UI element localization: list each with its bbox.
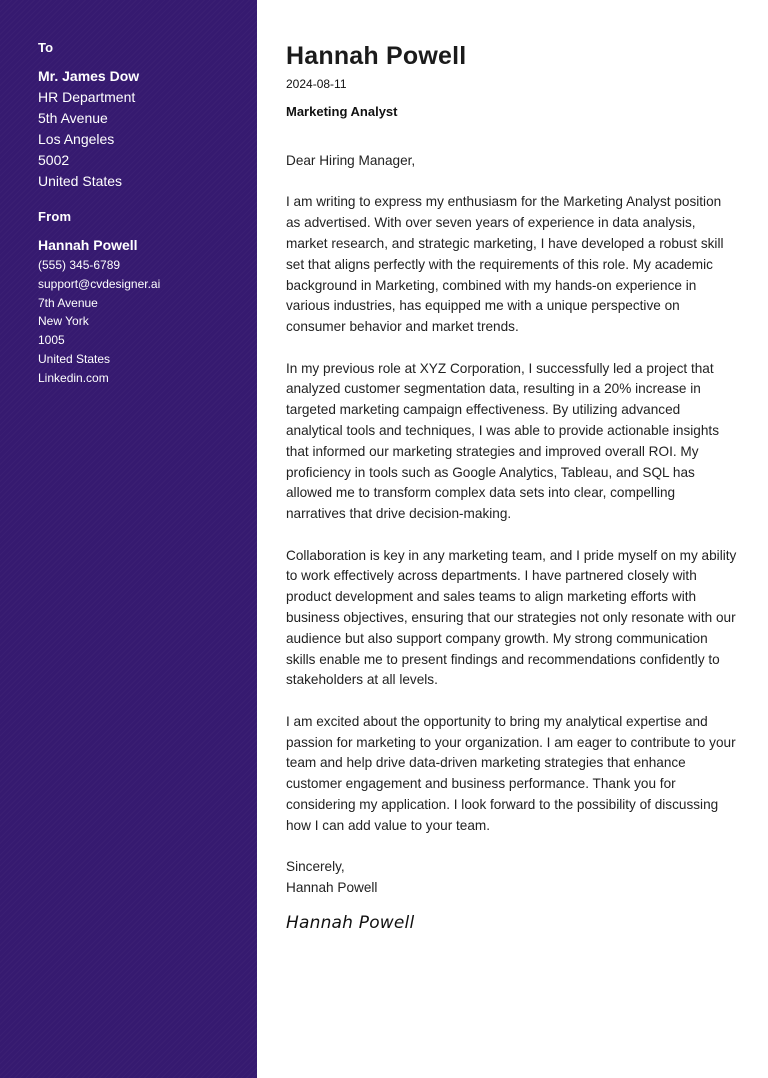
recipient-name: Mr. James Dow xyxy=(38,68,140,84)
letter-date: 2024-08-11 xyxy=(286,77,347,91)
paragraph: In my previous role at XYZ Corporation, I successfully led a project that analyzed customer segmentation data, resulting in a 20% increase in targeted marketing campaign effectiveness. By utilizing advanced analytical tools and techniques, I was able to provide actionable insights that informed our marketing strategies and improved overall ROI. My proficiency in tools such as Google Analytics, Tableau, and SQL has allowed me to transform complex data sets into clear, compelling narratives that drive decision-making. xyxy=(286,360,720,522)
recipient-heading: To xyxy=(38,40,54,55)
recipient-block xyxy=(38,40,257,192)
sender-block xyxy=(38,209,257,388)
closing-phrase: Sincerely, xyxy=(286,859,345,875)
sender-name: Hannah Powell xyxy=(38,237,138,253)
recipient-zip: 5002 xyxy=(38,152,70,168)
letter-body xyxy=(257,0,768,1078)
sender-country: United States xyxy=(38,351,111,366)
recipient-city: Los Angeles xyxy=(38,131,115,147)
recipient-street: 5th Avenue xyxy=(38,110,108,126)
sidebar xyxy=(0,0,257,1078)
paragraph: Collaboration is key in any marketing team, and I pride myself on my ability to work effectively across departments. I have partnered closely with product development and sales teams to align marketing efforts with business objectives, ensuring that our strategies not only resonate with our audience but also support company growth. My strong communication skills enable me to present findings and recommendations confidently to stakeholders at all levels. xyxy=(286,547,737,688)
applicant-name: Hannah Powell xyxy=(286,42,467,70)
recipient-department: HR Department xyxy=(38,89,136,105)
sender-phone: (555) 345-6789 xyxy=(38,258,121,272)
paragraph: I am writing to express my enthusiasm for the Marketing Analyst position as advertised. With over seven years of experience in data analysis, market research, and strategic marketing, I have developed a robust skill set that aligns perfectly with the requirements of this role. My academic background in Marketing, combined with my hands-on experience in various industries, has equipped me with a unique perspective on consumer behavior and market trends. xyxy=(286,194,724,335)
sender-city: New York xyxy=(38,314,89,329)
closing-block xyxy=(286,857,738,899)
sender-street: 7th Avenue xyxy=(38,295,98,310)
sender-heading: From xyxy=(38,209,72,224)
sender-zip: 1005 xyxy=(38,333,65,348)
sender-email: support@cvdesigner.ai xyxy=(38,276,161,291)
recipient-country: United States xyxy=(38,173,123,189)
signature: Hannah Powell xyxy=(286,913,415,934)
paragraph: I am excited about the opportunity to bring my analytical expertise and passion for marketing to your organization. I am eager to contribute to your team and help drive data-driven marketing strategies that enhance customer engagement and business performance. Thank you for considering my application. I look forward to the possibility of discussing how I can add value to your team. xyxy=(286,713,736,833)
closing-name: Hannah Powell xyxy=(286,880,378,896)
greeting: Dear Hiring Manager, xyxy=(286,153,416,168)
sender-linkedin: Linkedin.com xyxy=(38,370,109,385)
position-title: Marketing Analyst xyxy=(286,104,398,119)
